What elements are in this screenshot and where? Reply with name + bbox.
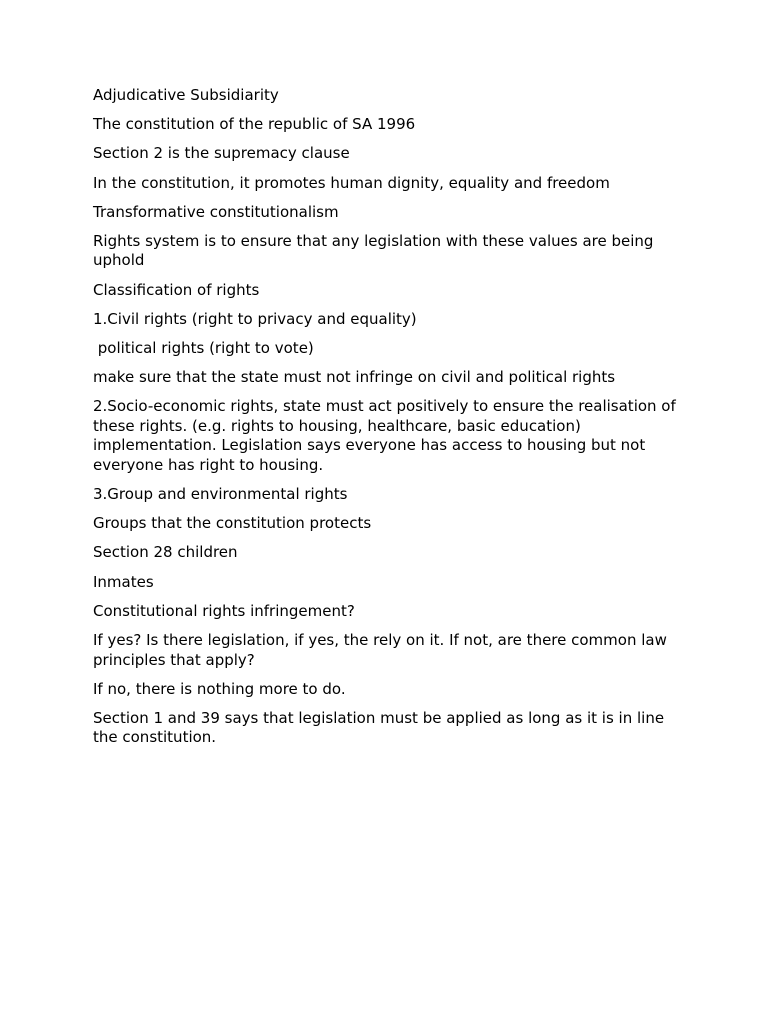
paragraph-political-rights: political rights (right to vote) <box>93 339 314 357</box>
paragraph-inmates: Inmates <box>93 572 154 591</box>
paragraph-state-infringe: make sure that the state must not infringe on civil and political rights <box>93 368 616 387</box>
paragraph-civil-rights: 1.Civil rights (right to privacy and equality) <box>93 309 417 328</box>
paragraph-section-28: Section 28 children <box>93 543 238 562</box>
paragraph-transformative: Transformative constitutionalism <box>93 202 339 221</box>
paragraph-group-rights: 3.Group and environmental rights <box>93 485 348 504</box>
paragraph-infringement-question: Constitutional rights infringement? <box>93 601 355 620</box>
paragraph-promotes: In the constitution, it promotes human dignity, equality and freedom <box>93 173 610 192</box>
paragraph-rights-system: Rights system is to ensure that any legislation with these values are being uphold <box>93 231 659 270</box>
paragraph-socio-economic: 2.Socio-economic rights, state must act positively to ensure the realisation of these rights. (e.g. rights to housing, healthcare, basic education) implementation. Legislation says everyone has access to housing but not everyone has right to housing. <box>93 397 681 474</box>
paragraph-if-yes: If yes? Is there legislation, if yes, the rely on it. If not, are there common law principles that apply? <box>93 631 672 669</box>
paragraph-constitution: The constitution of the republic of SA 1996 <box>93 115 416 134</box>
paragraph-section-1-39: Section 1 and 39 says that legislation must be applied as long as it is in line the constitution. <box>93 708 669 747</box>
paragraph-if-no: If no, there is nothing more to do. <box>93 679 346 698</box>
paragraph-groups-protected: Groups that the constitution protects <box>93 514 372 533</box>
paragraph-section-2: Section 2 is the supremacy clause <box>93 144 350 163</box>
document-page <box>93 86 683 758</box>
paragraph-classification: Classification of rights <box>93 280 260 299</box>
paragraph-title: Adjudicative Subsidiarity <box>93 86 279 104</box>
